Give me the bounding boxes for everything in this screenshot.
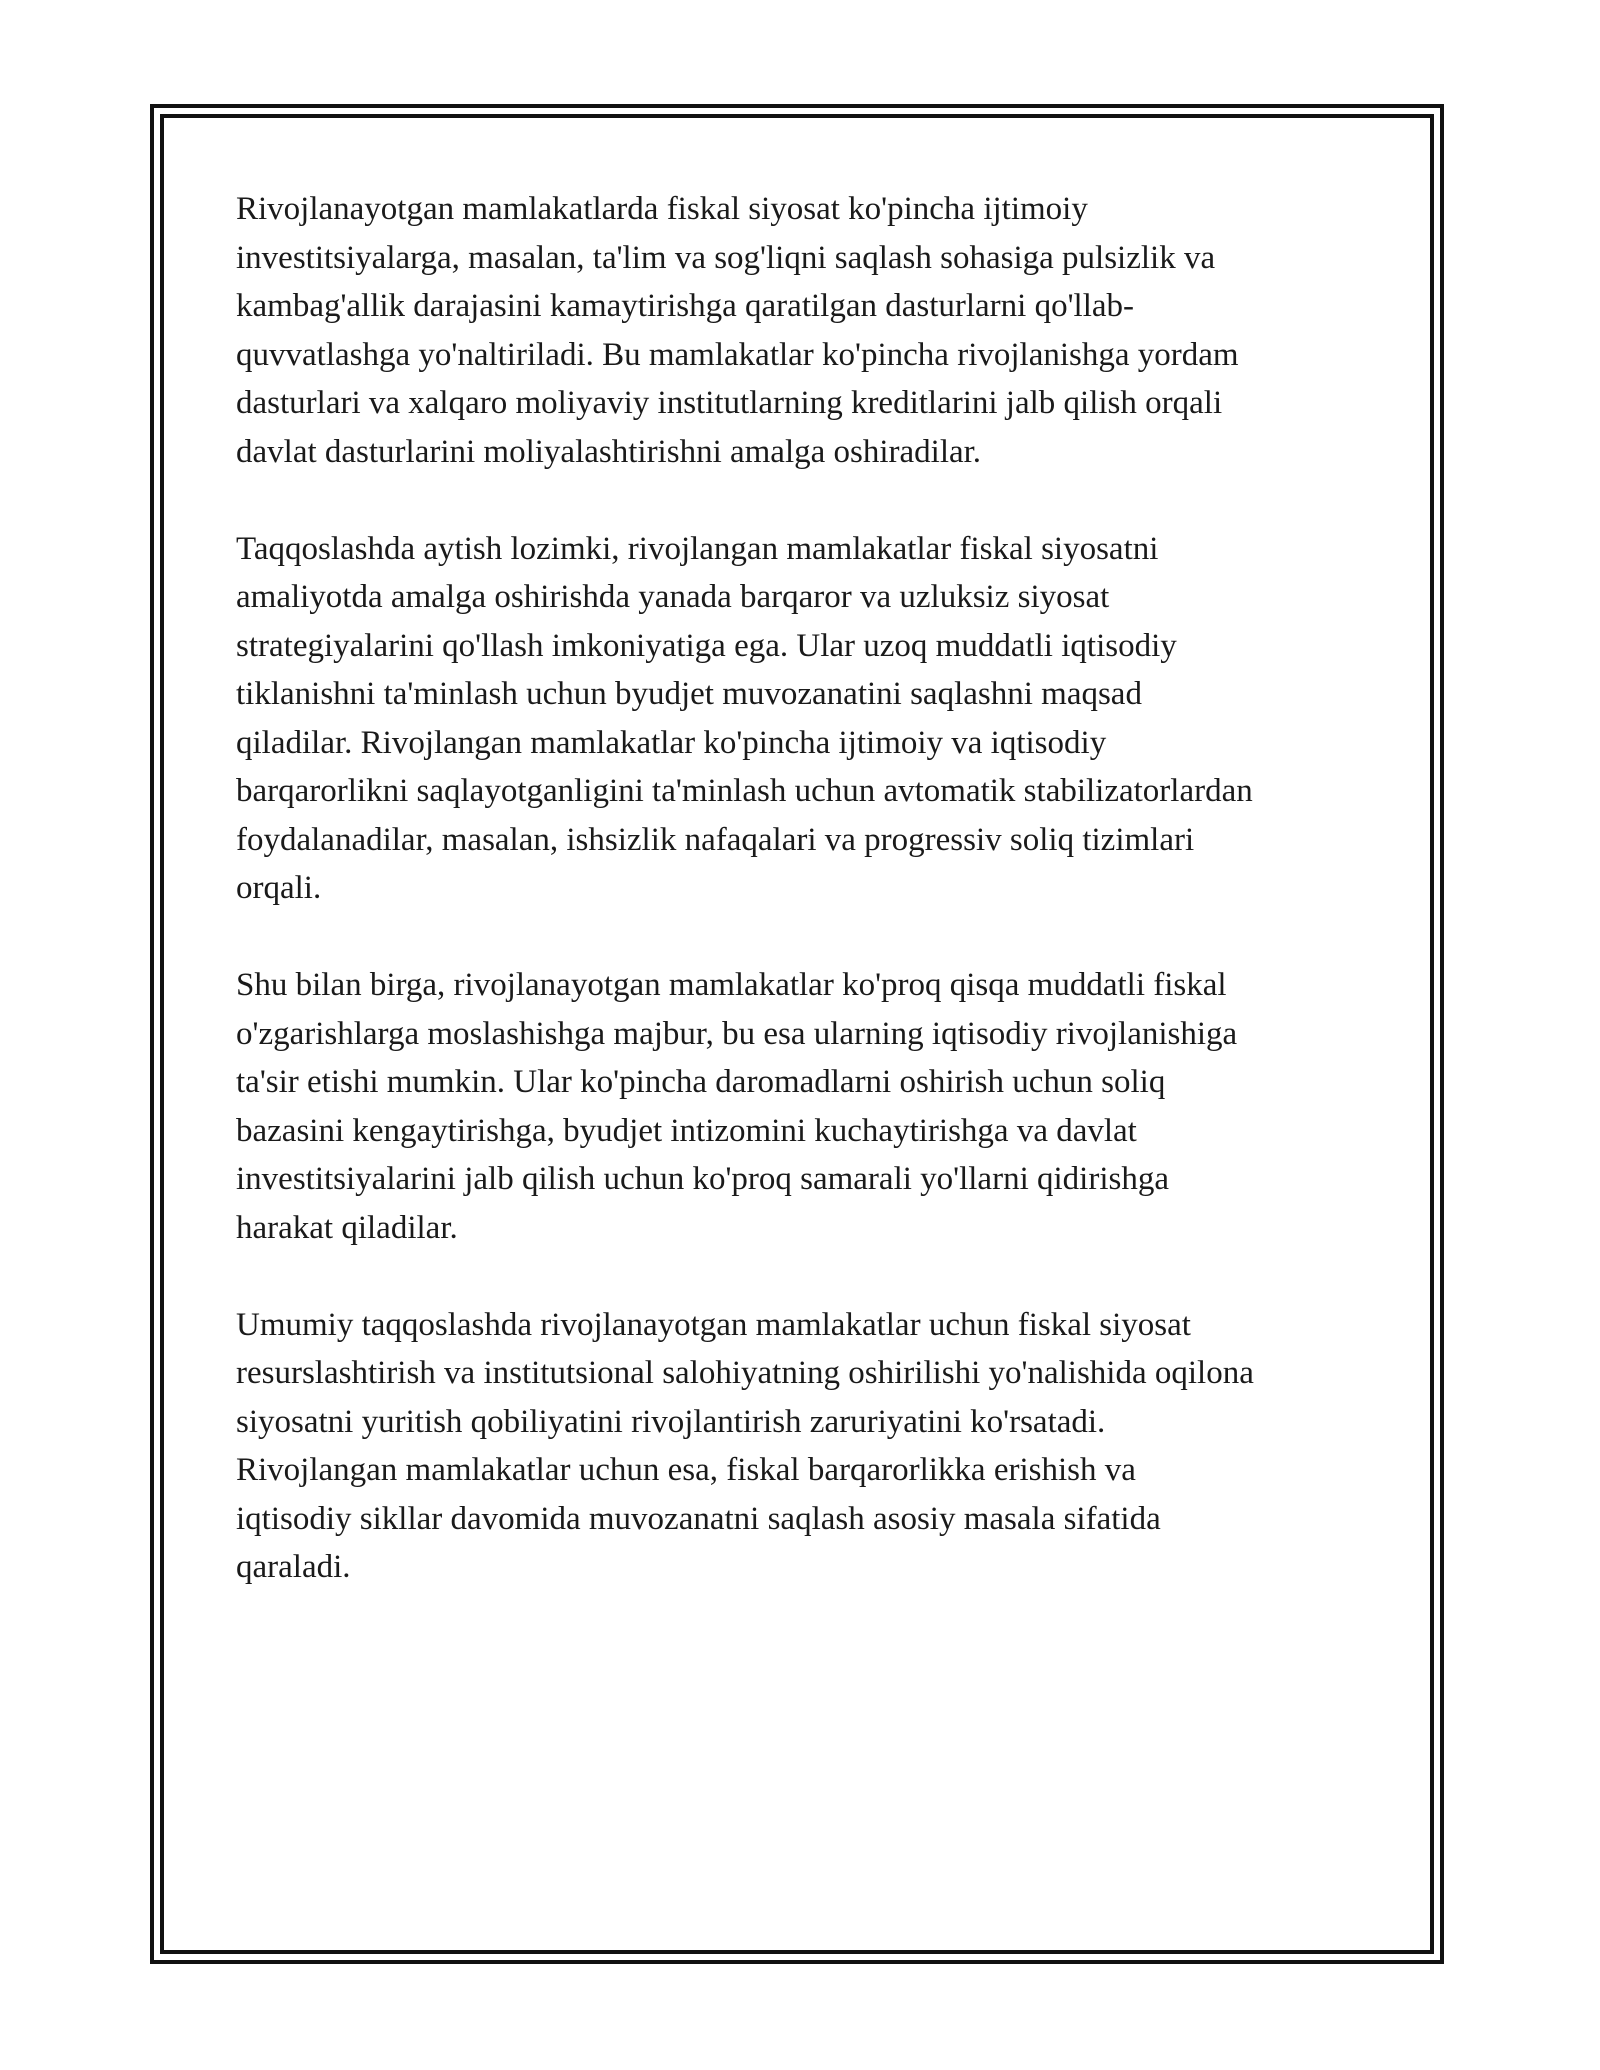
paragraph-line: quvvatlashga yo'naltiriladi. Bu mamlakatlar ko'pincha rivojlanishga yordam — [236, 336, 1239, 373]
paragraph-line: Rivojlangan mamlakatlar uchun esa, fiskal barqarorlikka erishish va — [236, 1452, 1136, 1488]
paragraph-line: foydalanadilar, masalan, ishsizlik nafaqalari va progressiv soliq tizimlari — [236, 821, 1195, 858]
paragraph-1 — [236, 185, 1376, 476]
paragraph-line: siyosatni yuritish qobiliyatini rivojlantirish zaruriyatini ko'rsatadi. — [236, 1403, 1106, 1440]
paragraph-line: davlat dasturlarini moliyalashtirishni amalga oshiradilar. — [236, 433, 982, 470]
paragraph-4 — [236, 1301, 1376, 1592]
paragraph-2 — [236, 525, 1376, 913]
paragraph-line: amaliyotda amalga oshirishda yanada barqaror va uzluksiz siyosat — [236, 579, 1110, 615]
paragraph-line: tiklanishni ta'minlash uchun byudjet muvozanatini saqlashni maqsad — [236, 676, 1142, 712]
paragraph-line: Shu bilan birga, rivojlanayotgan mamlakatlar ko'proq qisqa muddatli fiskal — [236, 967, 1227, 1003]
paragraph-line: investitsiyalarini jalb qilish uchun ko'proq samarali yo'llarni qidirishga — [236, 1161, 1169, 1197]
paragraph-line: orqali. — [236, 870, 322, 906]
paragraph-line: barqarorlikni saqlayotganligini ta'minlash uchun avtomatik stabilizatorlardan — [236, 773, 1253, 809]
paragraph-line: Umumiy taqqoslashda rivojlanayotgan mamlakatlar uchun fiskal siyosat — [236, 1306, 1191, 1343]
document-body — [236, 185, 1376, 1640]
paragraph-line: qaraladi. — [236, 1549, 351, 1585]
paragraph-line: dasturlari va xalqaro moliyaviy institutlarning kreditlarini jalb qilish orqali — [236, 385, 1223, 421]
paragraph-line: ta'sir etishi mumkin. Ular ko'pincha daromadlarni oshirish uchun soliq — [236, 1064, 1166, 1100]
paragraph-3 — [236, 961, 1376, 1252]
paragraph-line: kambag'allik darajasini kamaytirishga qaratilgan dasturlarni qo'llab- — [236, 288, 1135, 324]
paragraph-line: harakat qiladilar. — [236, 1209, 458, 1246]
paragraph-line: iqtisodiy sikllar davomida muvozanatni saqlash asosiy masala sifatida — [236, 1500, 1161, 1537]
paragraph-line: Taqqoslashda aytish lozimki, rivojlangan mamlakatlar fiskal siyosatni — [236, 530, 1159, 567]
paragraph-line: investitsiyalarga, masalan, ta'lim va sog'liqni saqlash sohasiga pulsizlik va — [236, 239, 1216, 276]
paragraph-line: resurslashtirish va institutsional salohiyatning oshirilishi yo'nalishida oqilona — [236, 1355, 1254, 1391]
paragraph-line: bazasini kengaytirishga, byudjet intizomini kuchaytirishga va davlat — [236, 1112, 1137, 1149]
paragraph-line: strategiyalarini qo'llash imkoniyatiga ega. Ular uzoq muddatli iqtisodiy — [236, 627, 1177, 664]
paragraph-line: Rivojlanayotgan mamlakatlarda fiskal siyosat ko'pincha ijtimoiy — [236, 191, 1088, 227]
paragraph-line: o'zgarishlarga moslashishga majbur, bu esa ularning iqtisodiy rivojlanishiga — [236, 1015, 1238, 1052]
paragraph-line: qiladilar. Rivojlangan mamlakatlar ko'pincha ijtimoiy va iqtisodiy — [236, 724, 1107, 761]
